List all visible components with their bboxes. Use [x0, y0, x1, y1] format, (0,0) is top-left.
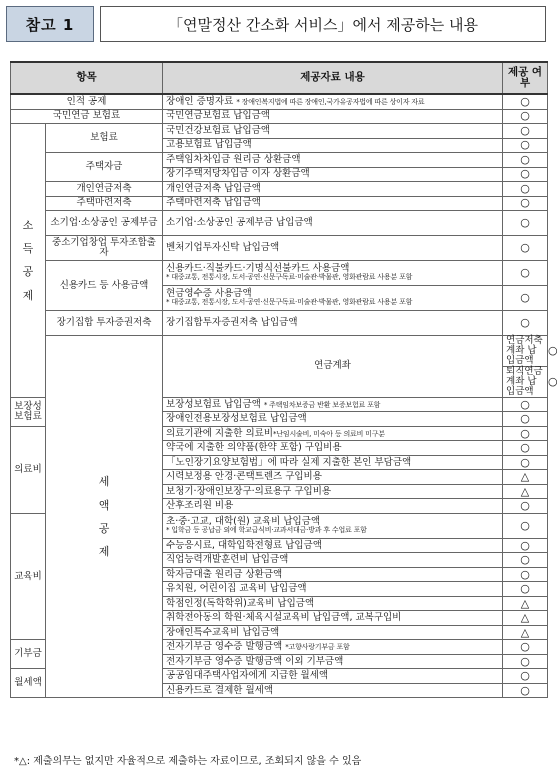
row-label: 기부금	[11, 640, 46, 669]
row-content: 주택마련저축 납입금액	[163, 196, 503, 211]
footnote: *△: 제출의무는 없지만 자율적으로 제출하는 자료이므로, 조회되지 않을 수 있음	[14, 756, 362, 767]
row-content: 약국에 지출한 의약품(한약 포함) 구입비용	[163, 441, 503, 456]
table-row	[11, 236, 548, 261]
row-label: 중소기업창업 투자조합출자	[46, 236, 163, 261]
table-row	[11, 153, 548, 168]
row-content: 장기집합투자증권저축 납입금액	[163, 311, 503, 336]
row-content: 장애인특수교육비 납입금액	[163, 625, 503, 640]
row-label: 신용카드 등 사용금액	[46, 261, 163, 311]
column-header-content: 제공자료 내용	[163, 62, 503, 94]
row-content: 현금영수증 사용금액 * 대중교통, 전통시장, 도서·공연·신문구독료·미술관·박물관, 영화관람료 사용분 포함	[163, 286, 503, 311]
group-label-income: 소 득 공 제	[11, 124, 46, 398]
row-mark: ○	[503, 261, 548, 286]
row-label: 의료비	[11, 426, 46, 513]
row-content: 보장성보험료 납입금액 * 주택임차보증금 반환 보증보험료 포함	[163, 397, 503, 412]
column-header-item: 항목	[11, 62, 163, 94]
page-header	[6, 6, 546, 42]
row-label: 주택자금	[46, 153, 163, 182]
row-content: 공공임대주택사업자에게 지급한 월세액	[163, 669, 503, 684]
row-content: 전자기부금 영수증 발행금액 *고향사랑기부금 포함	[163, 640, 503, 655]
row-mark: △	[503, 611, 548, 626]
row-mark: ○	[503, 196, 548, 211]
row-content: 신용카드·직불카드·기명식선불카드 사용금액 * 대중교통, 전통시장, 도서·공연·신문구독료·미술관·박물관, 영화관람료 사용분 포함	[163, 261, 503, 286]
column-header-required: 제공 여부	[503, 62, 548, 94]
row-mark: ○	[503, 124, 548, 139]
row-content: 개인연금저축 납입금액	[163, 182, 503, 197]
row-label: 국민연금 보험료	[11, 109, 163, 124]
row-mark: ○	[503, 311, 548, 336]
row-mark: ○	[503, 211, 548, 236]
row-content: 직업능력개발훈련비 납입금액	[163, 553, 503, 568]
row-mark: ○	[503, 153, 548, 168]
row-content: 학자금대출 원리금 상환금액	[163, 567, 503, 582]
row-mark: ○	[503, 654, 548, 669]
row-mark: ○	[503, 286, 548, 311]
row-mark: ○	[503, 138, 548, 153]
row-label: 월세액	[11, 669, 46, 698]
row-label: 인적 공제	[11, 94, 163, 109]
row-mark: ○	[503, 567, 548, 582]
row-content: 수능응시료, 대학입학전형료 납입금액	[163, 538, 503, 553]
row-content: 퇴직연금계좌 납입금액	[503, 366, 548, 397]
provided-data-table	[10, 61, 558, 698]
row-mark: ○	[503, 182, 548, 197]
row-mark: △	[503, 470, 548, 485]
row-content: 연금저축계좌 납입금액	[503, 336, 548, 367]
row-mark: ○	[503, 426, 548, 441]
row-label: 보험료	[46, 124, 163, 153]
row-label: 장기집합 투자증권저축	[46, 311, 163, 336]
reference-badge: 참고 1	[6, 6, 94, 42]
table-row	[11, 211, 548, 236]
table-row: 세 액 공 제 연금계좌 연금저축계좌 납입금액 ○	[11, 336, 548, 367]
row-mark: ○	[503, 538, 548, 553]
row-content: 고용보험료 납입금액	[163, 138, 503, 153]
table-row	[11, 109, 548, 124]
row-label: 주택마련저축	[46, 196, 163, 211]
row-content: 학점인정(독학학위)교육비 납입금액	[163, 596, 503, 611]
row-label: 소기업·소상공인 공제부금	[46, 211, 163, 236]
row-mark: ○	[503, 441, 548, 456]
row-mark: ○	[503, 167, 548, 182]
row-mark: ○	[503, 640, 548, 655]
row-content: 취학전아동의 학원·체육시설교육비 납입금액, 교복구입비	[163, 611, 503, 626]
row-content: 장기주택저당차입금 이자 상환금액	[163, 167, 503, 182]
row-mark: △	[503, 625, 548, 640]
row-mark: ○	[503, 397, 548, 412]
row-mark: ○	[503, 513, 548, 538]
table-row	[11, 261, 548, 286]
row-content: 벤처기업투자신탁 납입금액	[163, 236, 503, 261]
row-content: 「노인장기요양보험법」에 따라 실제 지출한 본인 부담금액	[163, 455, 503, 470]
table-row	[11, 311, 548, 336]
row-content: 장애인 증명자료 * 장애인복지법에 따른 장애인,국가유공자법에 따른 상이자 자료	[163, 94, 503, 109]
row-mark: △	[503, 484, 548, 499]
row-mark: ○	[503, 683, 548, 698]
row-mark: ○	[503, 582, 548, 597]
page-title: 「연말정산 간소화 서비스」에서 제공하는 내용	[100, 6, 546, 42]
row-label: 보장성 보험료	[11, 397, 46, 426]
row-mark: ○	[503, 553, 548, 568]
table-row: 퇴직연금계좌 납입금액 ○	[11, 366, 548, 397]
row-label: 개인연금저축	[46, 182, 163, 197]
row-mark: ○	[503, 94, 548, 109]
row-mark: △	[503, 596, 548, 611]
row-content: 유치원, 어린이집 교육비 납입금액	[163, 582, 503, 597]
row-mark: ○	[503, 499, 548, 514]
group-label-tax: 세 액 공 제	[46, 336, 163, 698]
row-content: 장애인전용보장성보험료 납입금액	[163, 412, 503, 427]
row-content: 국민건강보험료 납입금액	[163, 124, 503, 139]
table-header-row	[11, 62, 548, 94]
table-row	[11, 94, 548, 109]
row-content: 산후조리원 비용	[163, 499, 503, 514]
table-row	[11, 182, 548, 197]
row-mark: ○	[503, 236, 548, 261]
row-content: 신용카드로 결제한 월세액	[163, 683, 503, 698]
row-content: 국민연금보험료 납입금액	[163, 109, 503, 124]
row-mark: ○	[503, 669, 548, 684]
row-label: 연금계좌	[163, 336, 503, 398]
row-content: 초·중·고교, 대학(원) 교육비 납입금액 * 입학금 등 공납금 외에 학교급식비·교과서대금·방과 후 수업료 포함	[163, 513, 503, 538]
row-mark: ○	[503, 109, 548, 124]
row-label: 교육비	[11, 513, 46, 640]
row-content: 주택임차차입금 원리금 상환금액	[163, 153, 503, 168]
row-content: 의료기관에 지출한 의료비*난임시술비, 미숙아 등 의료비 미구분	[163, 426, 503, 441]
row-content: 전자기부금 영수증 발행금액 이외 기부금액	[163, 654, 503, 669]
row-mark: ○	[503, 455, 548, 470]
row-content: 보청기·장애인보장구·의료용구 구입비용	[163, 484, 503, 499]
row-mark: ○	[503, 412, 548, 427]
row-content: 시력보정용 안경·콘택트렌즈 구입비용	[163, 470, 503, 485]
table-row	[11, 124, 548, 139]
table-row	[11, 196, 548, 211]
row-content: 소기업·소상공인 공제부금 납입금액	[163, 211, 503, 236]
